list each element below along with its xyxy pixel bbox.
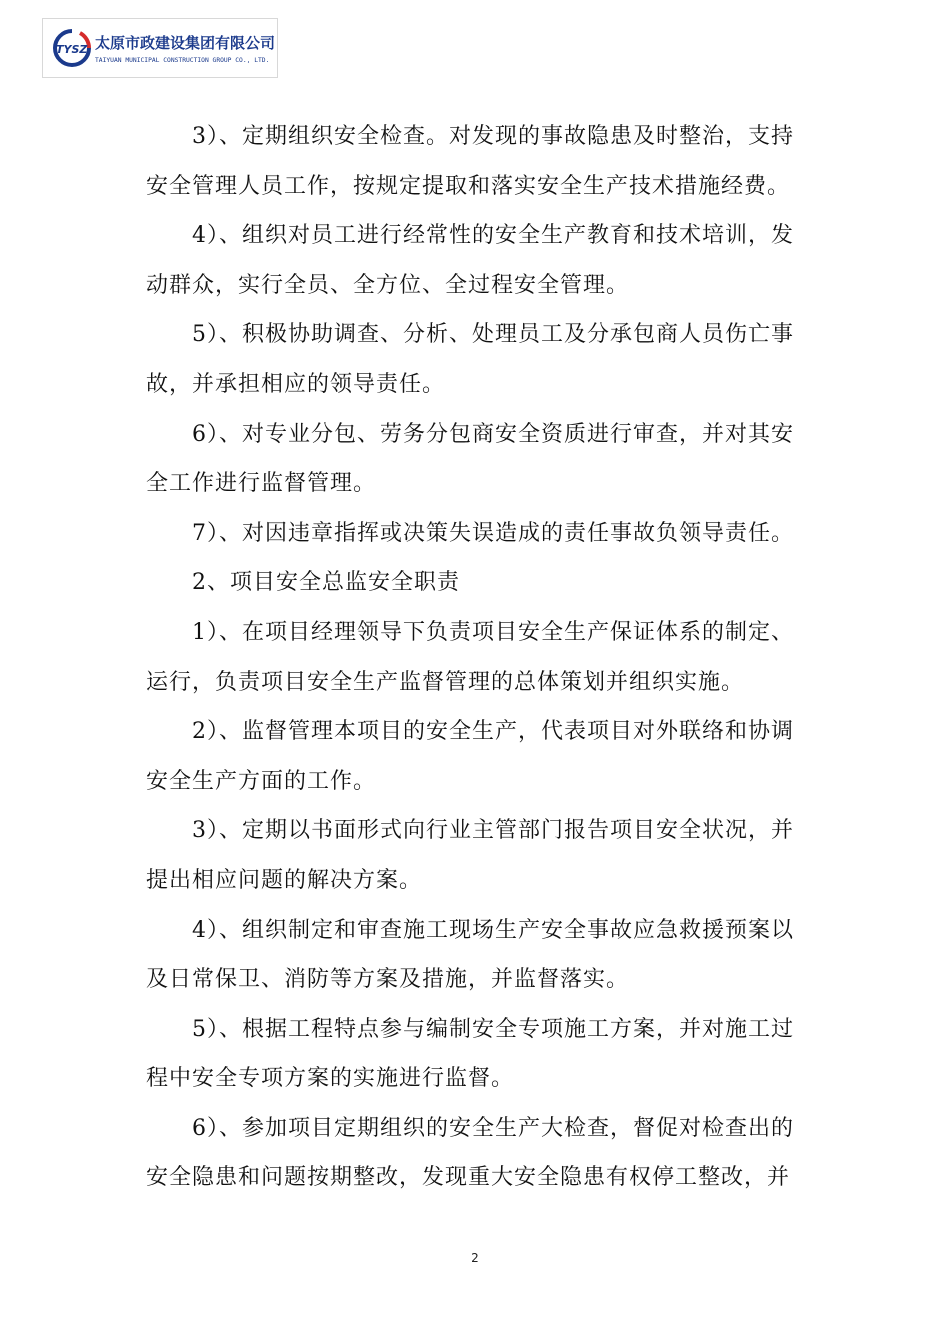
text-line: 安全管理人员工作，按规定提取和落实安全生产技术措施经费。 xyxy=(146,173,791,199)
text-line: 4）、组织制定和审查施工现场生产安全事故应急救援预案以 xyxy=(192,917,794,943)
text-line: 故，并承担相应的领导责任。 xyxy=(146,371,446,397)
section-heading: 2、项目安全总监安全职责 xyxy=(192,570,460,596)
company-logo xyxy=(42,18,278,78)
text-line: 动群众，实行全员、全方位、全过程安全管理。 xyxy=(146,272,630,298)
text-line: 4）、组织对员工进行经常性的安全生产教育和技术培训，发 xyxy=(192,223,794,249)
text-line: 提出相应问题的解决方案。 xyxy=(146,867,423,893)
text-line: 2）、监督管理本项目的安全生产，代表项目对外联络和协调 xyxy=(192,719,794,745)
text-line: 3）、定期组织安全检查。对发现的事故隐患及时整治，支持 xyxy=(192,124,794,149)
text-line: 运行，负责项目安全生产监督管理的总体策划并组织实施。 xyxy=(146,669,745,695)
text-line: 1）、在项目经理领导下负责项目安全生产保证体系的制定、 xyxy=(192,619,794,645)
text-line: 6）、对专业分包、劳务分包商安全资质进行审查，并对其安 xyxy=(192,421,794,447)
text-line: 7）、对因违章指挥或决策失误造成的责任事故负领导责任。 xyxy=(192,520,794,546)
company-name-en: TAIYUAN MUNICIPAL CONSTRUCTION GROUP CO., LTD. xyxy=(95,57,270,64)
company-logo-mark-icon xyxy=(53,28,91,68)
page-number: 2 xyxy=(471,1251,479,1265)
text-line: 程中安全专项方案的实施进行监督。 xyxy=(146,1066,515,1092)
text-line: 安全生产方面的工作。 xyxy=(146,768,377,794)
text-line: 全工作进行监督管理。 xyxy=(146,471,377,497)
text-line: 6）、参加项目定期组织的安全生产大检查，督促对检查出的 xyxy=(192,1115,794,1141)
text-line: 安全隐患和问题按期整改，发现重大安全隐患有权停工整改，并 xyxy=(146,1165,791,1191)
svg-text:TYSZ: TYSZ xyxy=(56,43,88,56)
company-name-cn: 太原市政建设集团有限公司 xyxy=(95,34,276,52)
text-line: 3）、定期以书面形式向行业主管部门报告项目安全状况，并 xyxy=(192,818,794,844)
text-line: 5）、积极协助调查、分析、处理员工及分承包商人员伤亡事 xyxy=(192,322,794,348)
text-line: 5）、根据工程特点参与编制安全专项施工方案，并对施工过 xyxy=(192,1016,794,1042)
document-body xyxy=(146,112,812,1203)
text-line: 及日常保卫、消防等方案及措施，并监督落实。 xyxy=(146,967,630,993)
